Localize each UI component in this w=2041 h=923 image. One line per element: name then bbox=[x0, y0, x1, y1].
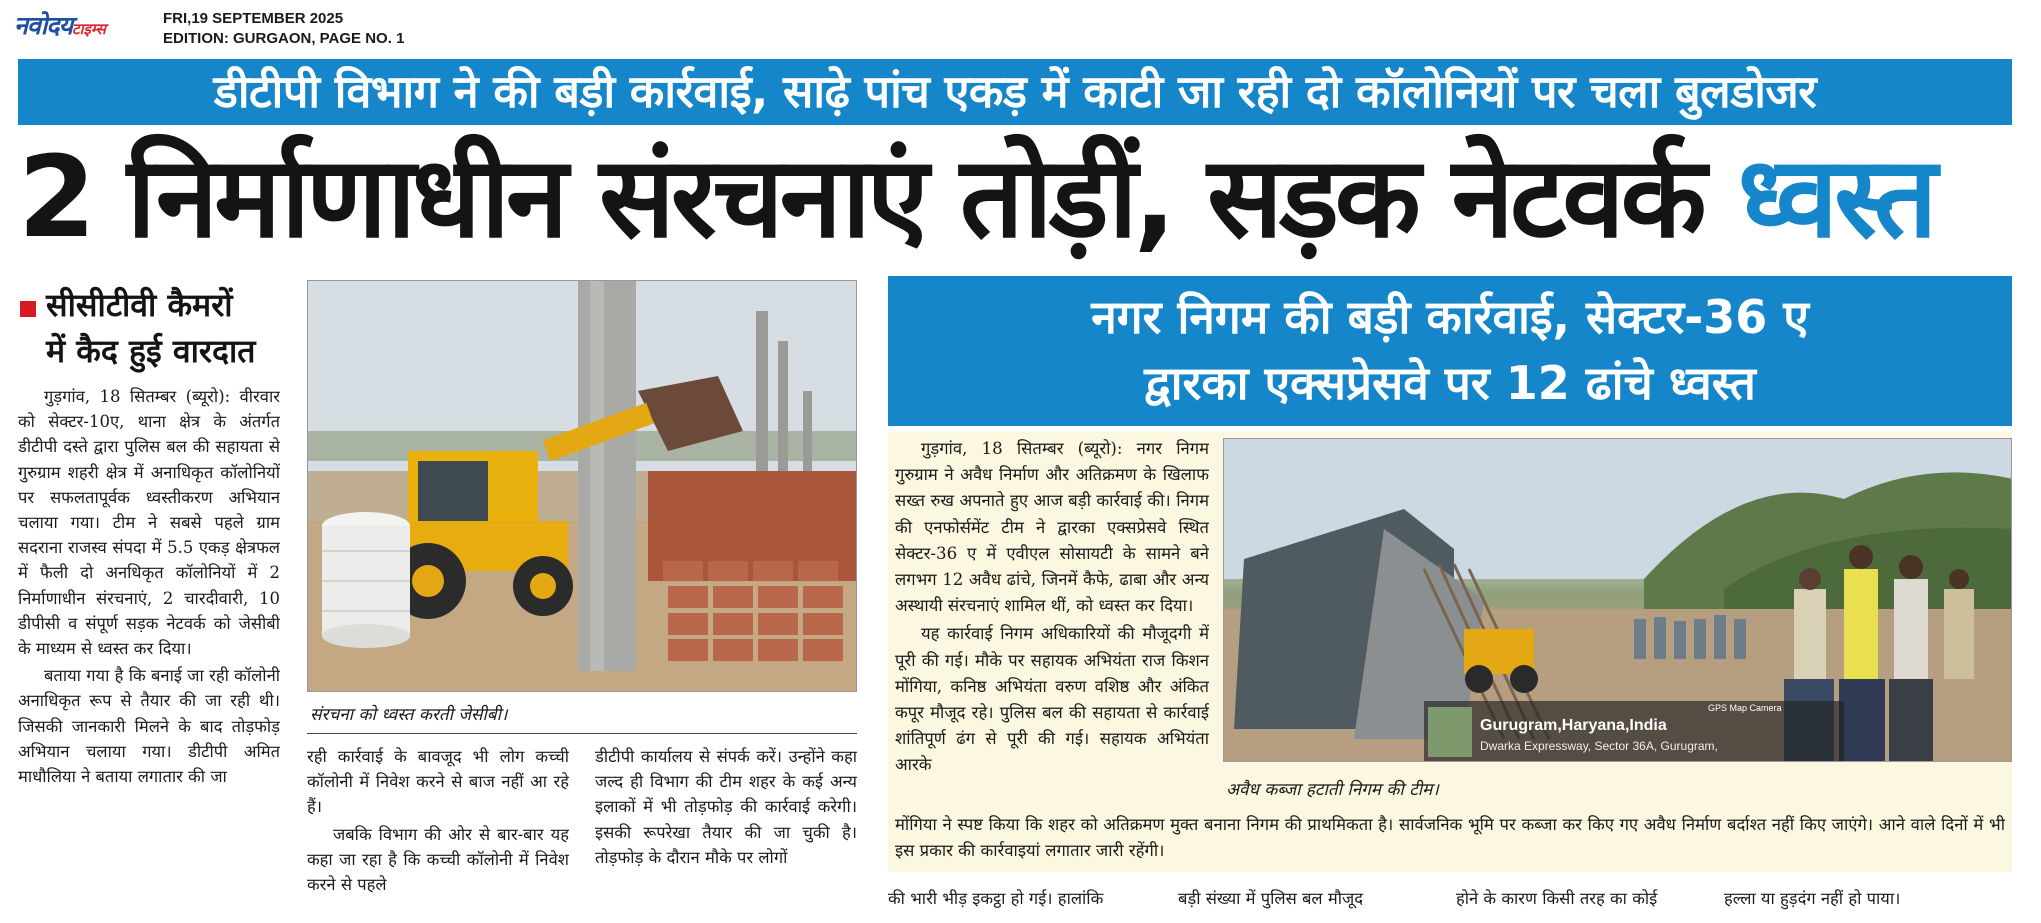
encroachment-removal-photo bbox=[1223, 438, 2012, 762]
edition-info bbox=[163, 9, 404, 49]
footer-part-2: बड़ी संख्या में पुलिस बल मौजूद bbox=[1178, 889, 1364, 908]
middle-column-2 bbox=[595, 744, 857, 919]
logo-main-text: नवोदय bbox=[14, 11, 73, 40]
jcb-demolition-illustration bbox=[308, 281, 857, 692]
gps-app-label: GPS Map Camera bbox=[1708, 703, 1782, 713]
gps-stamp-title: Gurugram,Haryana,India bbox=[1480, 717, 1667, 734]
right-story-headline-box bbox=[888, 276, 2012, 426]
right-story-footer-line bbox=[888, 884, 2012, 914]
headline-accent-text: ध्वस्त bbox=[1737, 133, 1934, 263]
mid2-para1: डीटीपी कार्यालय से संपर्क करें। उन्होंने कहा जल्द ही विभाग की टीम शहर के कई अन्य इलाकों में भी तोड़फोड़ की कार्रवाई करेगी। इसकी रूपरेखा तैयार की जा चुकी है। तोड़फोड़ के दौरान मौके पर लोगों bbox=[595, 747, 857, 867]
page-header bbox=[0, 0, 2041, 56]
left-story-para1: गुड़गांव, 18 सितम्बर (ब्यूरो): वीरवार को सेक्टर-10ए, थाना क्षेत्र के अंतर्गत डीटीपी दस्ते द्वारा पुलिस बल की सहायता से गुरुग्राम शहरी क्षेत्र में अनाधिकृत कॉलोनियों पर सफलतापूर्वक ध्वस्तीकरण अभियान चलाया गया। टीम ने सबसे पहले ग्राम सदराना राजस्व संपदा में 5.5 एकड़ क्षेत्रफल में फैली दो अनधिकृत कॉलोनियों में 2 निर्माणाधीन संरचनाएं, 2 चारदीवारी, 10 डीपीसी व संपूर्ण सड़क नेटवर्क को जेसीबी के माध्यम से ध्वस्त कर दिया। bbox=[18, 387, 280, 659]
red-bullet-icon bbox=[20, 301, 36, 317]
left-story-para2: बताया गया है कि बनाई जा रही कॉलोनी अनाधिकृत रूप से तैयार की जा रही थी। जिसकी जानकारी मिलने के बाद तोड़फोड़ अभियान चलाया गया। डीटीपी अमित माधौलिया ने बताया लगातार की जा bbox=[18, 666, 280, 787]
logo-sub-text: टाइम्स bbox=[72, 20, 106, 38]
kicker-banner: डीटीपी विभाग ने की बड़ी कार्रवाई, साढ़े पांच एकड़ में काटी जा रही दो कॉलोनियों पर चला बुलडोजर bbox=[18, 59, 2012, 125]
headline-main-text: 2 निर्माणाधीन संरचनाएं तोड़ीं, सड़क नेटवर्क bbox=[18, 133, 1738, 263]
jcb-demolition-photo bbox=[307, 280, 857, 692]
photo1-caption: संरचना को ध्वस्त करती जेसीबी। bbox=[310, 705, 508, 725]
footer-part-1: की भारी भीड़ इकट्ठा हो गई। हालांकि bbox=[888, 889, 1104, 908]
edition-label: EDITION: GURGAON, PAGE NO. 1 bbox=[163, 30, 405, 47]
mid1-para1: रही कार्रवाई के बावजूद भी लोग कच्ची कॉलोनी में निवेश करने से बाज नहीं आ रहे हैं। bbox=[307, 747, 569, 817]
newspaper-logo bbox=[14, 8, 154, 38]
footer-part-3: होने के कारण किसी तरह का कोई bbox=[1456, 889, 1658, 908]
mid1-para2: जबकि विभाग की ओर से बार-बार यह कहा जा रहा है कि कच्ची कॉलोनी में निवेश करने से पहले bbox=[307, 824, 569, 895]
side-headline-line1: सीसीटीवी कैमरों bbox=[46, 286, 233, 324]
photo2-caption: अवैध कब्जा हटाती निगम की टीम। bbox=[1226, 780, 1439, 800]
side-headline-line2: में कैद हुई वारदात bbox=[46, 332, 256, 370]
middle-column-1 bbox=[307, 744, 569, 919]
right-story-wide-paragraph bbox=[895, 812, 2005, 870]
right-headline-line1: नगर निगम की बड़ी कार्रवाई, सेक्टर-36 ए bbox=[1091, 290, 1809, 344]
right-story-column bbox=[895, 436, 1209, 804]
left-story-column bbox=[18, 384, 280, 916]
right-story-para-wide: मोंगिया ने स्पष्ट किया कि शहर को अतिक्रमण मुक्त बनाना निगम की प्राथमिकता है। सार्वजनिक भूमि पर कब्जा कर किए गए अवैध निर्माण बर्दाश्त नहीं किए जाएंगे। आने वाले दिनों में भी इस प्रकार की कार्रवाइयां लगातार जारी रहेंगी। bbox=[895, 815, 2005, 860]
caption-divider bbox=[307, 733, 857, 734]
gps-stamp-address: Dwarka Expressway, Sector 36A, Gurugram, bbox=[1480, 739, 1718, 753]
right-story-para1: गुड़गांव, 18 सितम्बर (ब्यूरो): नगर निगम गुरुग्राम ने अवैध निर्माण और अतिक्रमण के खिलाफ सख्त रुख अपनाते हुए आज बड़ी कार्रवाई की। निगम की एनफोर्समेंट टीम ने द्वारका एक्सप्रेसवे स्थित सेक्टर-36 ए में एवीएल सोसायटी के सामने बने लगभग 12 अवैध ढांचे, जिनमें कैफे, ढाबा और अन्य अस्थायी संरचनाएं शामिल थीं, को ध्वस्त कर दिया। bbox=[895, 439, 1209, 616]
footer-part-4: हल्ला या हुड़दंग नहीं हो पाया। bbox=[1724, 889, 1901, 908]
encroachment-removal-illustration bbox=[1224, 439, 2012, 762]
issue-date: FRI,19 SEPTEMBER 2025 bbox=[163, 10, 344, 27]
right-story-para2: यह कार्रवाई निगम अधिकारियों की मौजूदगी में पूरी की गई। मौके पर सहायक अभियंता राज किशन मोंगिया, कनिष्ठ अभियंता वरुण वशिष्ठ और अंकित कपूर मौजूद रहे। पुलिस बल की सहायता से कार्रवाई शांतिपूर्ण ढंग से पूरी की गई। सहायक अभियंता आरके bbox=[895, 624, 1209, 775]
side-story-headline bbox=[18, 282, 288, 374]
main-headline bbox=[18, 128, 2018, 268]
right-headline-line2: द्वारका एक्सप्रेसवे पर 12 ढांचे ध्वस्त bbox=[1144, 356, 1756, 410]
